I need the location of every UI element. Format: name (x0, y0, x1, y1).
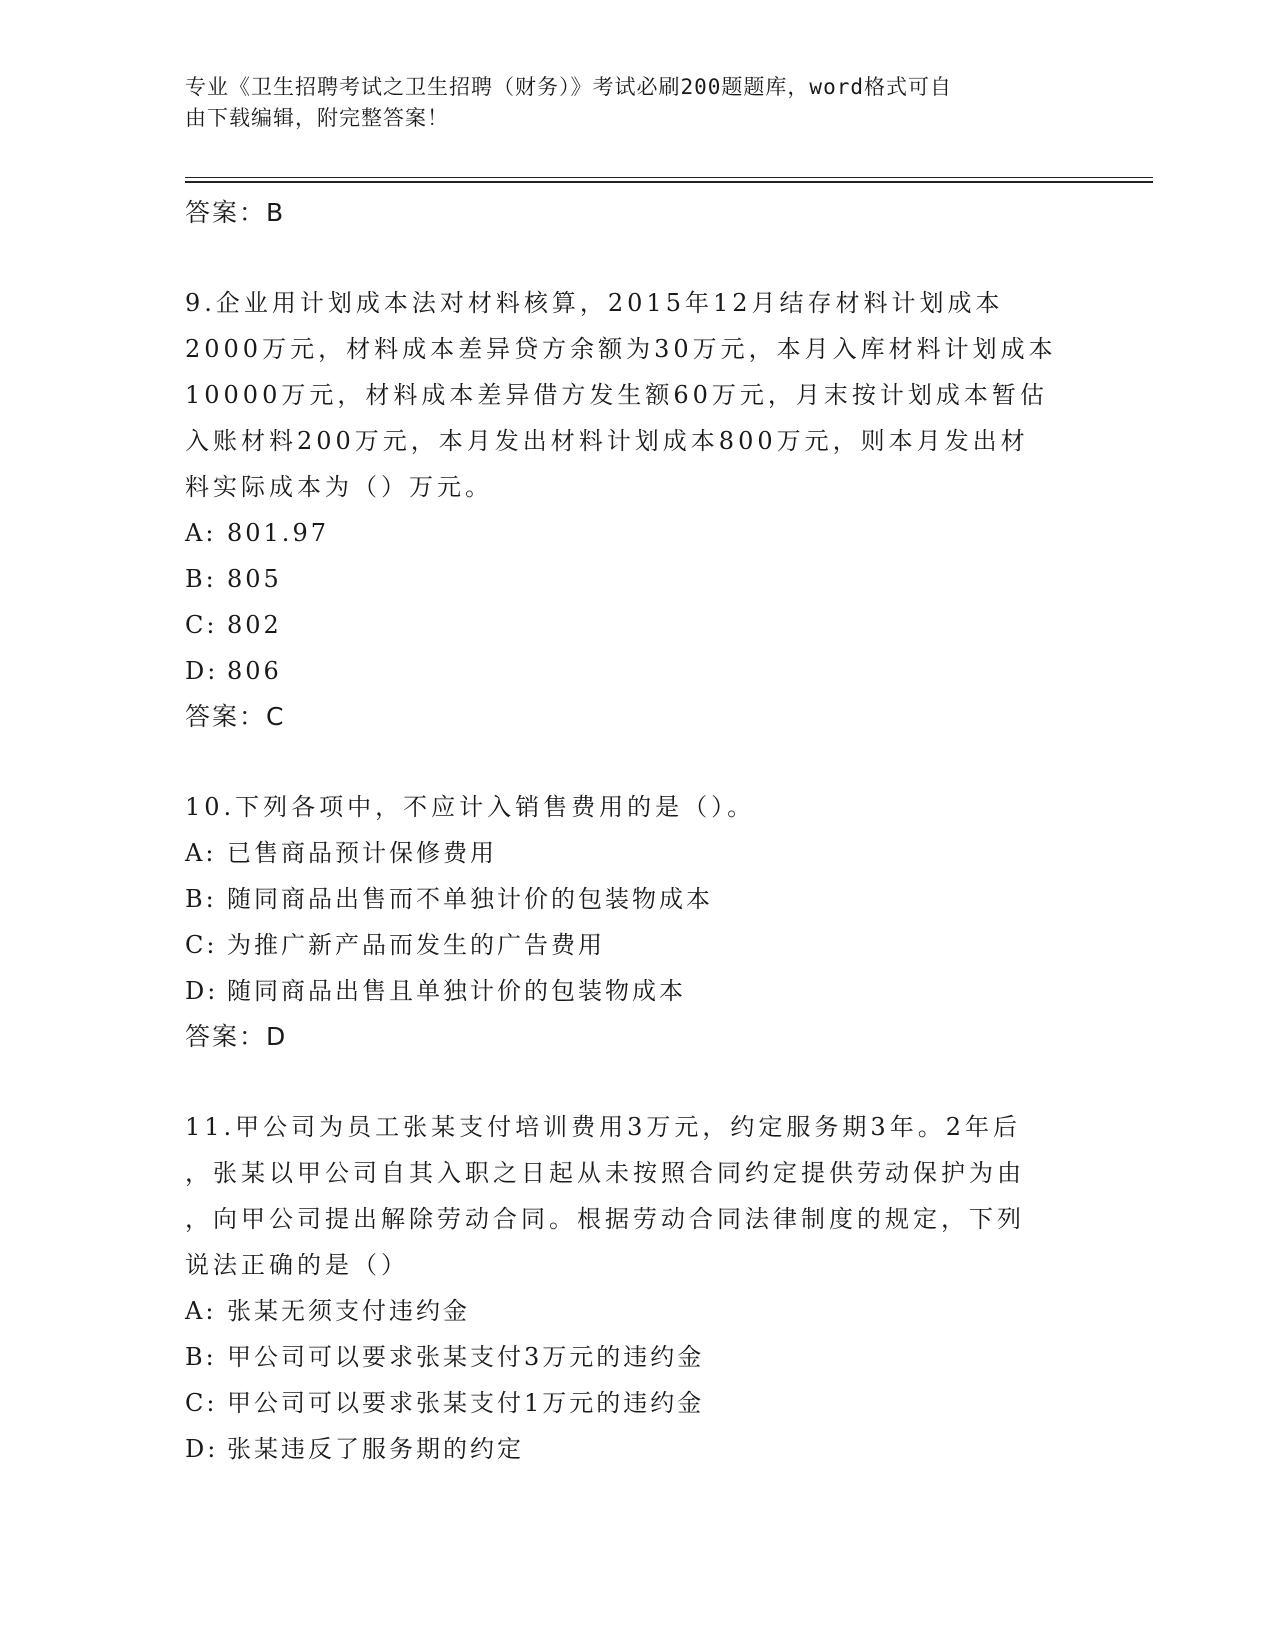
option-letter: C: (185, 1389, 218, 1417)
option-d (185, 1426, 1085, 1472)
header-line-1: 专业《卫生招聘考试之卫生招聘（财务）》考试必刷200题题库，word格式可自 (185, 75, 952, 99)
option-letter: A: (185, 839, 217, 867)
header-line-2: 由下载编辑，附完整答案！ (185, 106, 449, 130)
previous-answer: 答案：B (185, 198, 286, 227)
option-text: 805 (227, 565, 282, 593)
option-text: 张某无须支付违约金 (227, 1297, 470, 1325)
question-list (185, 190, 1085, 1472)
option-letter: B: (185, 885, 217, 913)
option-text: 甲公司可以要求张某支付1万元的违约金 (227, 1389, 705, 1417)
question-line: 10.下列各项中，不应计入销售费用的是（）。 (185, 793, 756, 821)
option-text: 802 (227, 611, 282, 639)
question-text (185, 784, 1085, 830)
option-a (185, 1288, 1085, 1334)
option-letter: A: (185, 519, 217, 547)
option-text: 随同商品出售而不单独计价的包装物成本 (227, 885, 713, 913)
option-a (185, 510, 1085, 556)
option-text: 已售商品预计保修费用 (227, 839, 497, 867)
option-text: 随同商品出售且单独计价的包装物成本 (227, 977, 686, 1005)
question-line: 10000万元，材料成本差异借方发生额60万元，月末按计划成本暂估 (185, 381, 1048, 409)
option-c (185, 602, 1085, 648)
option-letter: B: (185, 565, 217, 593)
option-letter: B: (185, 1343, 217, 1371)
answer-line: 答案：C (185, 702, 286, 731)
question-line: 说法正确的是（） (185, 1251, 409, 1279)
question-text (185, 1104, 1085, 1288)
option-text: 张某违反了服务期的约定 (227, 1435, 524, 1463)
header-rule-thin (185, 177, 1153, 178)
header-rule-thick (185, 181, 1153, 183)
option-d (185, 968, 1085, 1014)
question-text (185, 280, 1085, 510)
question-9 (185, 280, 1085, 740)
question-line: 11.甲公司为员工张某支付培训费用3万元，约定服务期3年。2年后 (185, 1113, 1021, 1141)
question-10 (185, 784, 1085, 1060)
option-a (185, 830, 1085, 876)
option-d (185, 648, 1085, 694)
question-line: 9.企业用计划成本法对材料核算，2015年12月结存材料计划成本 (185, 289, 1004, 317)
answer-line: 答案：D (185, 1022, 288, 1051)
question-line: ，张某以甲公司自其入职之日起从未按照合同约定提供劳动保护为由 (185, 1159, 1025, 1187)
question-line: 入账材料200万元，本月发出材料计划成本800万元，则本月发出材 (185, 427, 1029, 455)
option-text: 801.97 (227, 519, 329, 547)
option-b (185, 556, 1085, 602)
question-11 (185, 1104, 1085, 1472)
option-letter: D: (185, 1435, 219, 1463)
option-text: 甲公司可以要求张某支付3万元的违约金 (227, 1343, 705, 1371)
option-text: 为推广新产品而发生的广告费用 (227, 931, 605, 959)
option-letter: D: (185, 977, 219, 1005)
document-header (185, 72, 1065, 134)
option-b (185, 876, 1085, 922)
option-c (185, 922, 1085, 968)
question-line: 2000万元，材料成本差异贷方余额为30万元，本月入库材料计划成本 (185, 335, 1057, 363)
option-letter: A: (185, 1297, 217, 1325)
option-c (185, 1380, 1085, 1426)
question-line: ，向甲公司提出解除劳动合同。根据劳动合同法律制度的规定，下列 (185, 1205, 1025, 1233)
option-letter: C: (185, 931, 218, 959)
option-letter: D: (185, 657, 219, 685)
question-line: 料实际成本为（）万元。 (185, 473, 493, 501)
option-b (185, 1334, 1085, 1380)
option-letter: C: (185, 611, 218, 639)
option-text: 806 (227, 657, 282, 685)
